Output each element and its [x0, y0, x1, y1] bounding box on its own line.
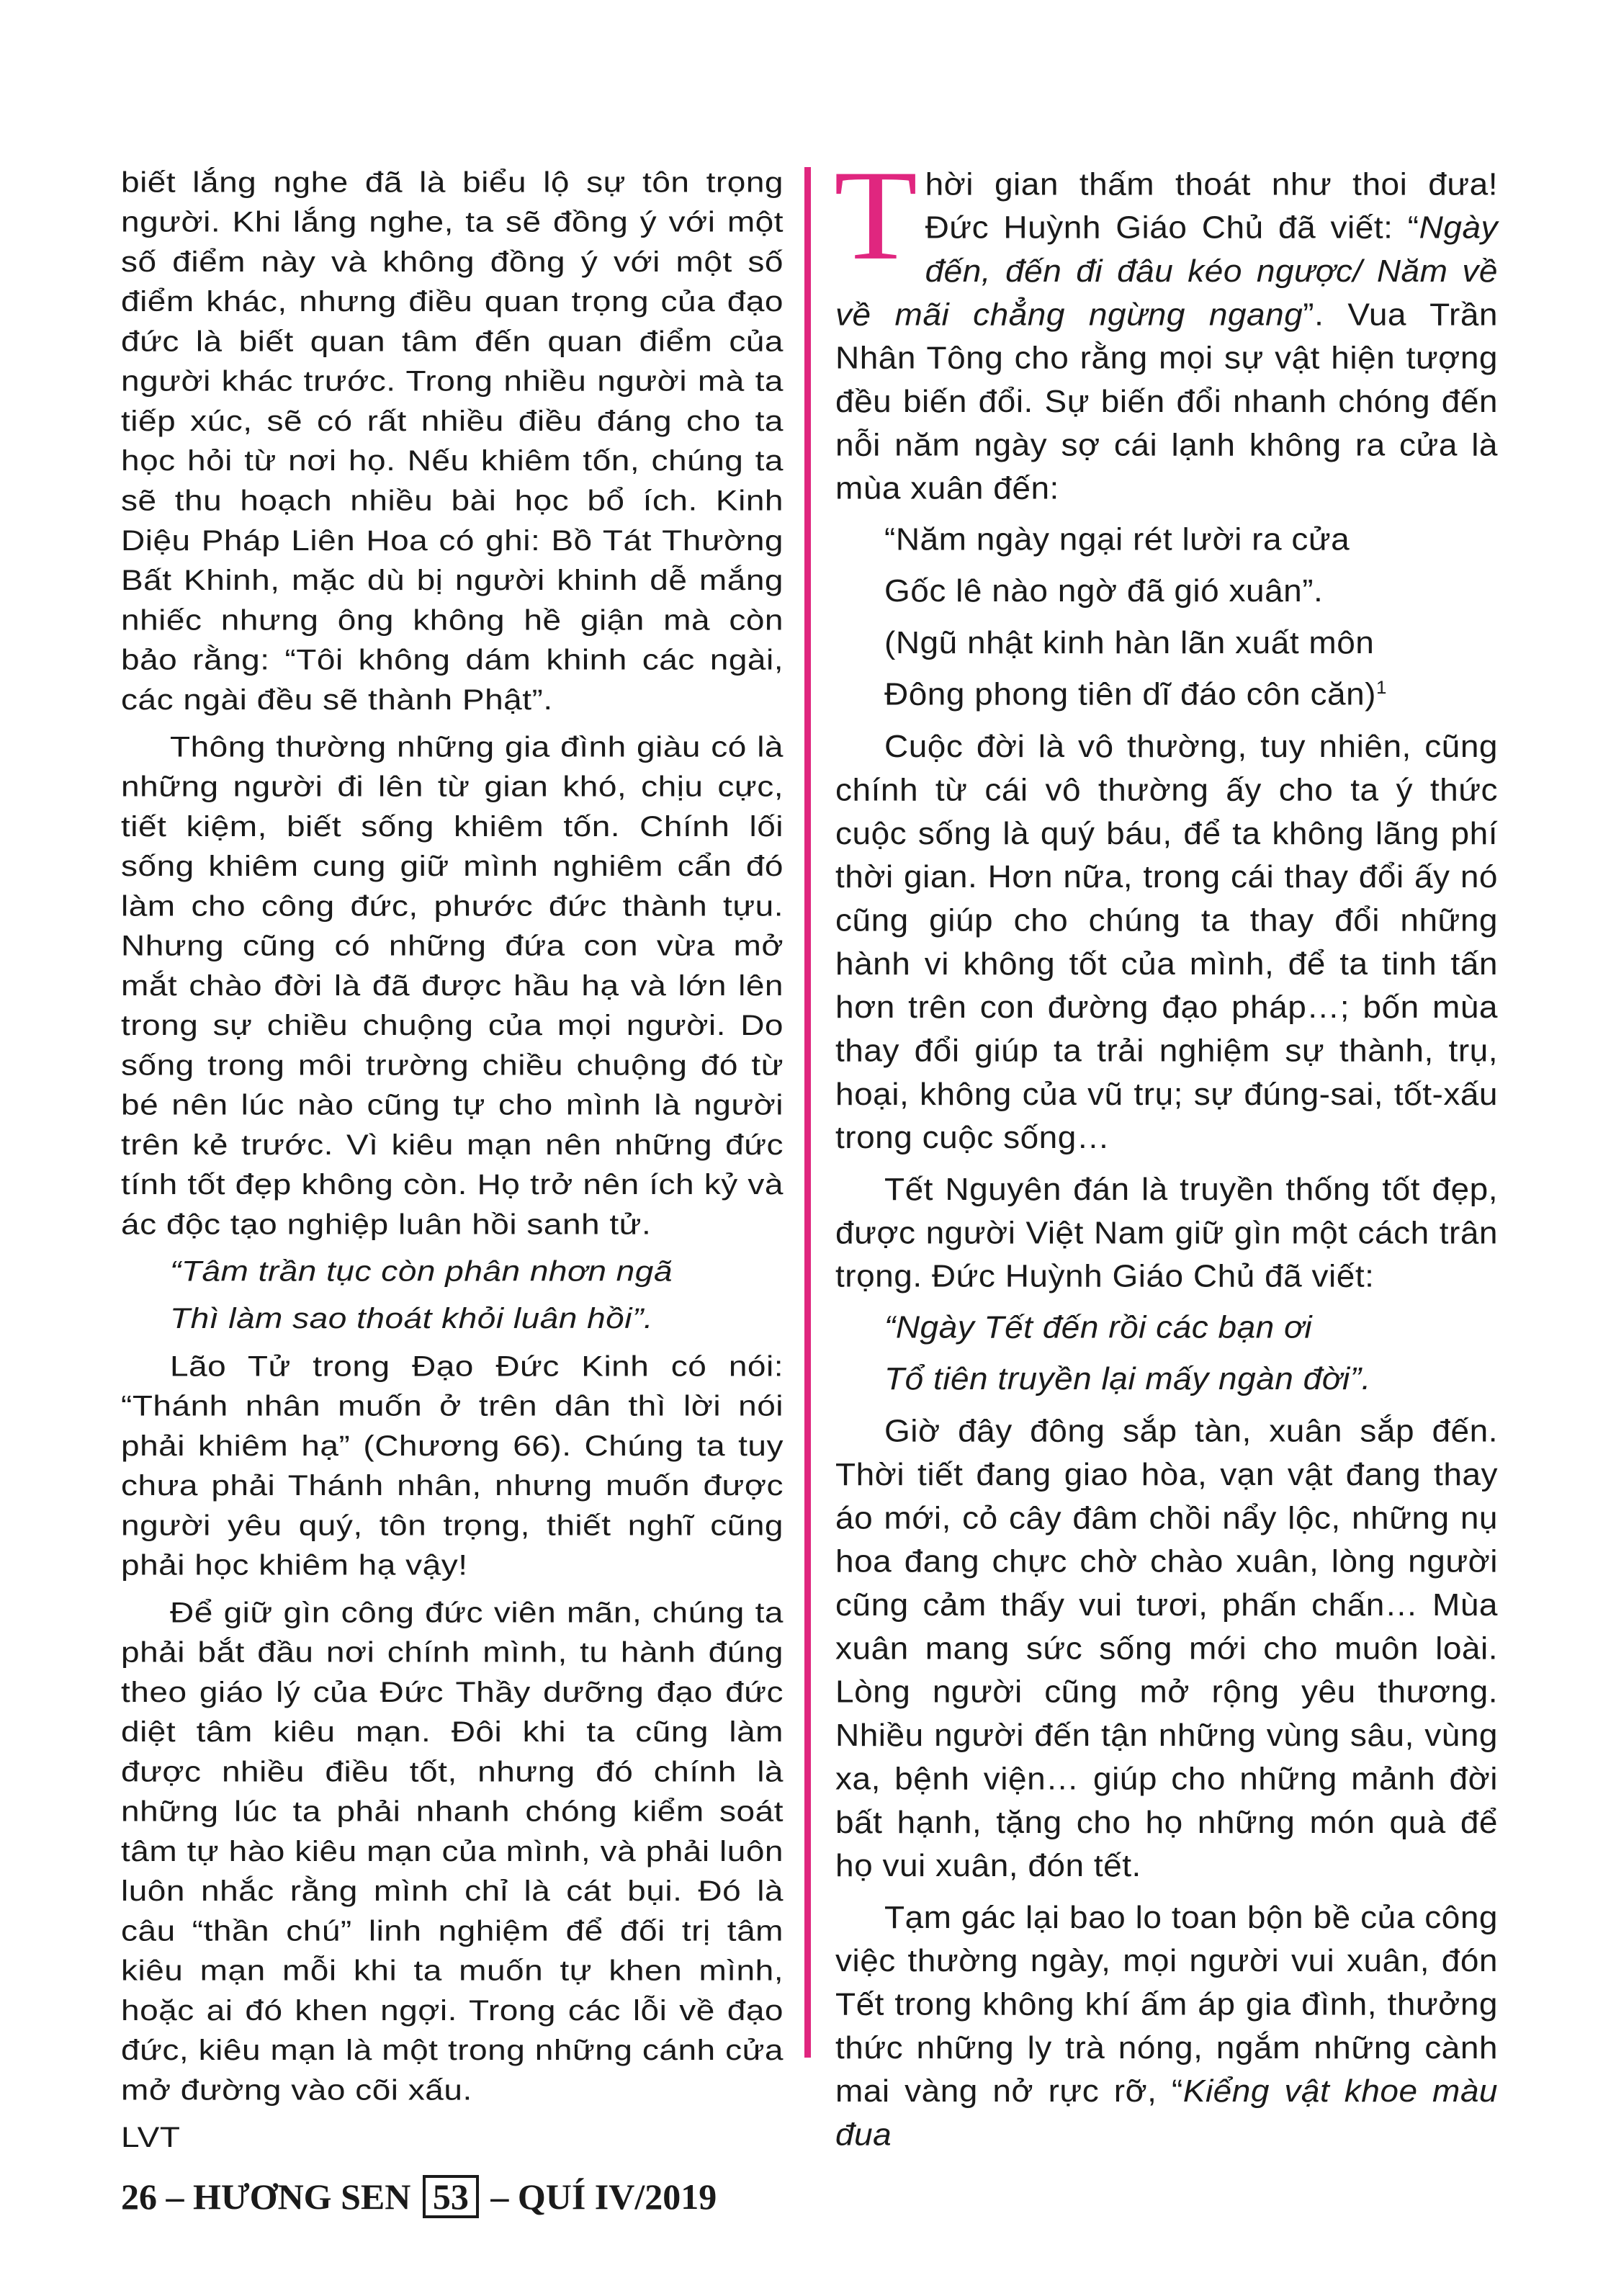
author-signature: LVT: [121, 2120, 181, 2153]
footnote-marker: 1: [1376, 677, 1387, 698]
right-column: [834, 144, 1499, 2164]
right-paragraph-5: [835, 1896, 1498, 2156]
drop-cap: T: [834, 144, 918, 287]
right-paragraph-3: Tết Nguyên đán là truyền thống tốt đẹp, được người Việt Nam giữ gìn một cách trân trọng. Đức Huỳnh Giáo Chủ đã viết:: [835, 1171, 1498, 1294]
left-column: [121, 162, 784, 2164]
left-paragraph-3: Lão Tử trong Đạo Đức Kinh có nói: “Thánh nhân muốn ở trên dân thì lời nói phải khiêm hạ” (Chương 66). Chúng ta tuy chưa phải Thánh nhân, nhưng muốn được người yêu quý, tôn trọng, thiết nghĩ cũng phải học khiêm hạ vậy!: [121, 1350, 784, 1582]
right-paragraph-5-quote: Kiểng vật khoe màu đua: [835, 2073, 1499, 2152]
left-verse-line-2: Thì làm sao thoát khỏi luân hồi”.: [170, 1301, 654, 1335]
right-paragraph-1: [834, 144, 1498, 510]
magazine-title: HƯƠNG SEN: [193, 2176, 411, 2217]
right-verse-line-2: Gốc lê nào ngờ đã gió xuân”.: [884, 573, 1324, 609]
right-paragraph-4: Giờ đây đông sắp tàn, xuân sắp đến. Thời tiết đang giao hòa, vạn vật đang thay áo mới, cỏ cây đâm chồi nẩy lộc, những nụ hoa đang chực chờ chào xuân, lòng người cũng cảm thấy vui tươi, phấn chấn… Mùa xuân mang sức sống mới cho muôn loài. Lòng người cũng mở rộng yêu thương. Nhiều người đến tận những vùng sâu, vùng xa, bệnh viện… giúp cho những mảnh đời bất hạnh, tặng cho họ những món quà để họ vui xuân, đón tết.: [835, 1413, 1498, 1883]
right-paragraph-1-text-b: ”. Vua Trần Nhân Tông cho rằng mọi sự vật hiện tượng đều biến đổi. Sự biến đổi nhanh chóng đến nỗi năm ngày sợ cái lạnh không ra cửa là mùa xuân đến:: [835, 296, 1498, 506]
right-verse-line-6: Tổ tiên truyền lại mấy ngàn đời”.: [884, 1360, 1371, 1396]
page-footer: [121, 2175, 717, 2218]
footer-dash-2: –: [490, 2176, 509, 2217]
right-paragraph-5-text: Tạm gác lại bao lo toan bộn bề của công việc thường ngày, mọi người vui xuân, đón Tết trong không khí ấm áp gia đình, thưởng thức những ly trà nóng, ngắm những cành mai vàng nở rực rỡ, “: [835, 1899, 1498, 2109]
left-verse-line-1: “Tâm trần tục còn phân nhơn ngã: [170, 1254, 673, 1287]
page-number: 26: [121, 2176, 157, 2217]
right-verse-line-3: (Ngũ nhật kinh hàn lãn xuất môn: [884, 624, 1375, 660]
left-paragraph-2: Thông thường những gia đình giàu có là những người đi lên từ gian khó, chịu cực, tiết kiệm, biết sống khiêm tốn. Chính lối sống khiêm cung giữ mình nghiêm cẩn đó làm cho công đức, phước đức thành tựu. Nhưng cũng có những đứa con vừa mở mắt chào đời là đã được hầu hạ và lớn lên trong sự chiều chuộng của mọi người. Do sống trong môi trường chiều chuộng đó từ bé nên lúc nào cũng tự cho mình là người trên kẻ trước. Vì kiêu mạn nên những đức tính tốt đẹp không còn. Họ trở nên ích kỷ và ác độc tạo nghiệp luân hồi sanh tử.: [121, 730, 784, 1241]
right-paragraph-2: Cuộc đời là vô thường, tuy nhiên, cũng chính từ cái vô thường ấy cho ta ý thức cuộc sống là quý báu, để ta không lãng phí thời gian. Hơn nữa, trong cái thay đổi ấy nó cũng giúp cho chúng ta thay đổi những hành vi không tốt của mình, để ta tinh tấn hơn trên con đường đạo pháp…; bốn mùa thay đổi giúp ta trải nghiệm sự thành, trụ, hoại, không của vũ trụ; sự đúng-sai, tốt-xấu trong cuộc sống…: [835, 728, 1498, 1155]
right-verse-line-1: “Năm ngày ngại rét lười ra cửa: [884, 521, 1350, 557]
right-verse-line-4: [835, 673, 1498, 714]
column-divider: [804, 167, 811, 2058]
left-paragraph-4: Để giữ gìn công đức viên mãn, chúng ta phải bắt đầu nơi chính mình, tu hành đúng theo giáo lý của Đức Thầy dưỡng đạo đức diệt tâm kiêu mạn. Đôi khi ta cũng làm được nhiều điều tốt, nhưng đó chính là những lúc ta phải nhanh chóng kiểm soát tâm tự hào kiêu mạn của mình, và phải luôn luôn nhắc rằng mình chỉ là cát bụi. Đó là câu “thần chú” linh nghiệm để đối trị tâm kiêu mạn mỗi khi ta muốn tự khen mình, hoặc ai đó khen ngợi. Trong các lỗi về đạo đức, kiêu mạn là một trong những cánh cửa mở đường vào cõi xấu.: [121, 1596, 784, 2106]
right-paragraph-1-text-a: hời gian thấm thoát như thoi đưa! Đức Huỳnh Giáo Chủ đã viết: “: [925, 166, 1498, 246]
footer-dash-1: –: [166, 2176, 184, 2217]
issue-number: 53: [423, 2175, 479, 2218]
right-paragraph-1-quote: Ngày đến, đến đi đâu kéo ngược/ Năm về về mãi chẳng ngừng ngang: [835, 210, 1498, 332]
right-verse-line-4-text: Đông phong tiên dĩ đáo côn căn): [884, 676, 1376, 712]
left-paragraph-1: biết lắng nghe đã là biểu lộ sự tôn trọng người. Khi lắng nghe, ta sẽ đồng ý với một số điểm này và không đồng ý với một số điểm khác, nhưng điều quan trọng của đạo đức là biết quan tâm đến quan điểm của người khác trước. Trong nhiều người mà ta tiếp xúc, sẽ có rất nhiều điều đáng cho ta học hỏi từ nơi họ. Nếu khiêm tốn, chúng ta sẽ thu hoạch nhiều bài học bổ ích. Kinh Diệu Pháp Liên Hoa có ghi: Bồ Tát Thường Bất Khinh, mặc dù bị người khinh dễ mắng nhiếc nhưng ông không hề giận mà còn bảo rằng: “Tôi không dám khinh các ngài, các ngài đều sẽ thành Phật”.: [121, 166, 784, 716]
issue-quarter: QUÍ IV/2019: [517, 2176, 717, 2217]
right-verse-line-5: “Ngày Tết đến rồi các bạn ơi: [884, 1309, 1313, 1345]
